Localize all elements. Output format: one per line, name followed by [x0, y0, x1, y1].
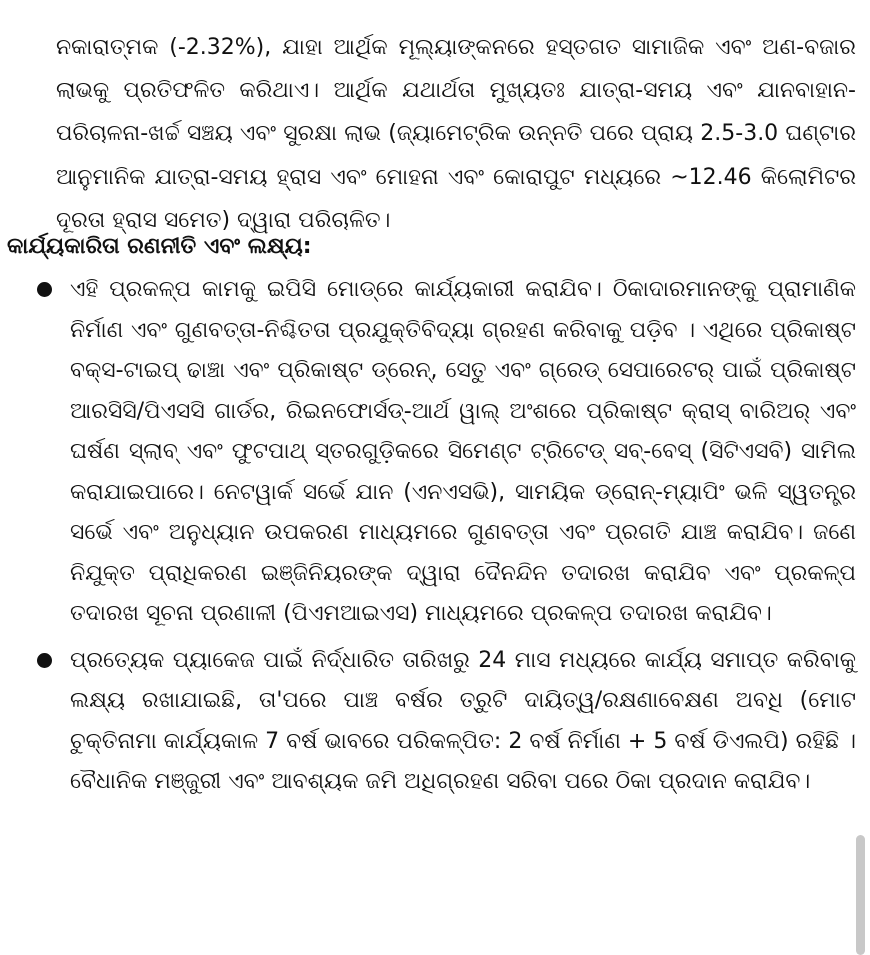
- intro-paragraph: ନକାରାତ୍ମକ (-2.32%), ଯାହା ଆର୍ଥିକ ମୂଲ୍ୟାଙ୍କନରେ ହସ୍ତଗତ ସାମାଜିକ ଏବଂ ଅଣ-ବଜାର ଲାଭକୁ ପ୍ରତିଫଳିତ କରିଥାଏ। ଆର୍ଥିକ ଯଥାର୍ଥତା ମୁଖ୍ୟତଃ ଯାତ୍ରା-ସମୟ ଏବଂ ଯାନବାହାନ-ପରିଚାଳନା-ଖର୍ଚ୍ଚ ସଞ୍ଚୟ ଏବଂ ସୁରକ୍ଷା ଲାଭ (ଜ୍ୟାମେଟ୍ରିକ ଉନ୍ନତି ପରେ ପ୍ରାୟ 2.5-3.0 ଘଣ୍ଟାର ଆନୁମାନିକ ଯାତ୍ରା-ସମୟ ହ୍ରାସ ଏବଂ ମୋହନା ଏବଂ କୋରାପୁଟ ମଧ୍ୟରେ ~12.46 କିଲୋମିଟର ଦୂରତା ହ୍ରାସ ସମେତ) ଦ୍ୱାରା ପରିଚାଳିତ।: [56, 35, 856, 233]
- list-item-text: ପ୍ରତ୍ୟେକ ପ୍ୟାକେଜ ପାଇଁ ନିର୍ଦ୍ଧାରିତ ତାରିଖରୁ 24 ମାସ ମଧ୍ୟରେ କାର୍ଯ୍ୟ ସମାପ୍ତ କରିବାକୁ ଲକ୍ଷ୍ୟ ରଖାଯାଇଛି, ତା'ପରେ ପାଞ୍ଚ ବର୍ଷର ତ୍ରୁଟି ଦାୟିତ୍ୱ/ରକ୍ଷଣାବେକ୍ଷଣ ଅବଧି (ମୋଟ ଚୁକ୍ତିନାମା କାର୍ଯ୍ୟକାଳ 7 ବର୍ଷ ଭାବରେ ପରିକଳ୍ପିତ: 2 ବର୍ଷ ନିର୍ମାଣ + 5 ବର୍ଷ ଡିଏଲପି) ରହିଛି । ବୈଧାନିକ ମଞ୍ଜୁରୀ ଏବଂ ଆବଶ୍ୟକ ଜମି ଅଧିଗ୍ରହଣ ସରିବା ପରେ ଠିକା ପ୍ରଦାନ କରାଯିବ।: [70, 647, 856, 794]
- section-heading: କାର୍ଯ୍ୟକାରିତା ରଣନୀତି ଏବଂ ଲକ୍ଷ୍ୟ:: [7, 234, 312, 259]
- list-item-text: ଏହି ପ୍ରକଳ୍ପ କାମକୁ ଇପିସି ମୋଡ୍‌ରେ କାର୍ଯ୍ୟକାରୀ କରାଯିବ। ଠିକାଦାରମାନଙ୍କୁ ପ୍ରାମାଣିକ ନିର୍ମାଣ ଏବଂ ଗୁଣବତ୍ତା-ନିଶ୍ଚିତତା ପ୍ରଯୁକ୍ତିବିଦ୍ୟା ଗ୍ରହଣ କରିବାକୁ ପଡ଼ିବ । ଏଥିରେ ପ୍ରିକାଷ୍ଟ ବକ୍ସ-ଟାଇପ୍ ଢାଞ୍ଚା ଏବଂ ପ୍ରିକାଷ୍ଟ ଡ୍ରେନ୍, ସେତୁ ଏବଂ ଗ୍ରେଡ୍ ସେପାରେଟର୍ ପାଇଁ ପ୍ରିକାଷ୍ଟ ଆରସିସି/ପିଏସସି ଗାର୍ଡର, ରିଇନଫୋର୍ସଡ୍-ଆର୍ଥ ୱାଲ୍ ଅଂଶରେ ପ୍ରିକାଷ୍ଟ କ୍ରାସ୍ ବାରିଅର୍ ଏବଂ ଘର୍ଷଣ ସ୍ଲାବ୍ ଏବଂ ଫୁଟପାଥ୍ ସ୍ତରଗୁଡ଼ିକରେ ସିମେଣ୍ଟ ଟ୍ରିଟେଡ୍ ସବ୍-ବେସ୍ (ସିଟିଏସବି) ସାମିଲ କରାଯାଇପାରେ। ନେଟୱାର୍କ ସର୍ଭେ ଯାନ (ଏନଏସଭି), ସାମୟିକ ଡ୍ରୋନ୍-ମ୍ୟାପିଂ ଭଳି ସ୍ୱତନ୍ତ୍ର ସର୍ଭେ ଏବଂ ଅନୁଧ୍ୟାନ ଉପକରଣ ମାଧ୍ୟମରେ ଗୁଣବତ୍ତା ଏବଂ ପ୍ରଗତି ଯାଞ୍ଚ କରାଯିବ। ଜଣେ ନିଯୁକ୍ତ ପ୍ରାଧିକରଣ ଇଞ୍ଜିନିୟରଙ୍କ ଦ୍ୱାରା ଦୈନନ୍ଦିନ ତଦାରଖ କରାଯିବ ଏବଂ ପ୍ରକଳ୍ପ ତଦାରଖ ସୂଚନା ପ୍ରଣାଳୀ (ପିଏମଆଇଏସ) ମାଧ୍ୟମରେ ପ୍ରକଳ୍ପ ତଦାରଖ କରାଯିବ।: [70, 277, 856, 626]
- bullet-icon: [37, 282, 52, 297]
- bullet-list: [0, 270, 870, 803]
- bullet-icon: [37, 653, 52, 668]
- list-item: [0, 270, 856, 635]
- list-item: [0, 641, 856, 803]
- scrollbar-thumb[interactable]: [856, 835, 865, 955]
